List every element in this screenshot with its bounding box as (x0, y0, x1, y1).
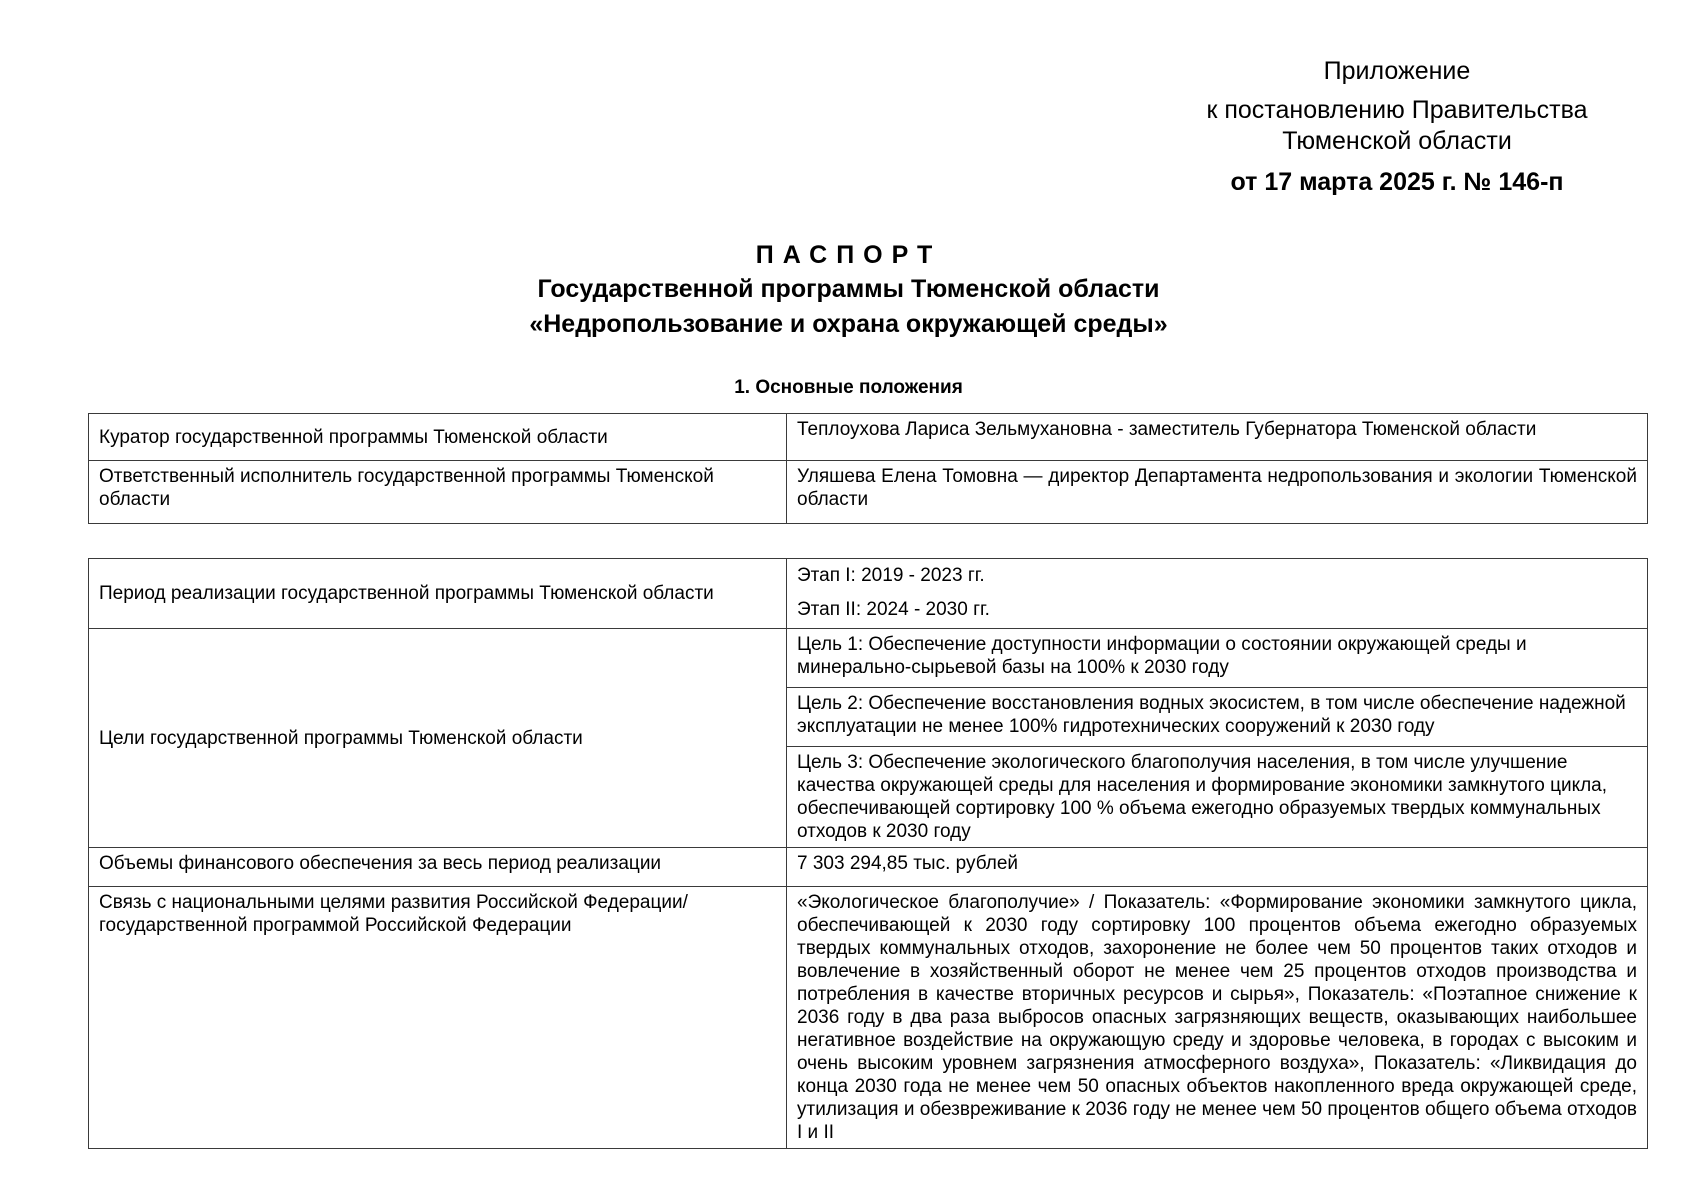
goal-2: Цель 2: Обеспечение восстановления водных экосистем, в том числе обеспечение надежной эксплуатации не менее 100% гидротехнических сооружений к 2030 году (787, 688, 1648, 747)
table-row (89, 559, 1648, 629)
table-row (89, 848, 1648, 887)
appendix-block (1187, 56, 1607, 198)
appendix-title: Приложение (1323, 57, 1471, 85)
program-title-line-2: «Недропользование и охрана окружающей среды» (529, 310, 1168, 338)
stage-1: Этап I: 2019 - 2023 гг. (797, 565, 985, 586)
goal-3: Цель 3: Обеспечение экологического благополучия населения, в том числе улучшение качества окружающей среды для населения и формирование экономики замкнутого цикла, обеспечивающей сортировку 100 % объема ежегодно образуемых твердых коммунальных отходов к 2030 году (787, 747, 1648, 848)
passport-title: ПАСПОРТ (755, 241, 942, 269)
national-goals-label: Связь с национальными целями развития Российской Федерации/ государственной программой Российской Федерации (89, 887, 787, 1149)
appendix-date: от 17 марта 2025 г. № 146-п (1230, 168, 1564, 196)
funding-value: 7 303 294,85 тыс. рублей (787, 848, 1648, 887)
national-goals-value: «Экологическое благополучие» / Показатель: «Формирование экономики замкнутого цикла, обеспечивающей к 2030 году сортировку 100 процентов объема ежегодно образуемых твердых коммунальных отходов, захоронение не более чем 50 процентов таких отходов и вовлечение в хозяйственный оборот не менее чем 25 процентов отходов производства и потребления в качестве вторичных ресурсов и сырья», Показатель: «Поэтапное снижение к 2036 году в два раза выбросов опасных загрязняющих веществ, оказывающих наибольшее негативное воздействие на окружающую среду и здоровье человека, в городах с высоким и очень высоким уровнем загрязнения атмосферного воздуха», Показатель: «Ликвидация до конца 2030 года не менее чем 50 опасных объектов накопленного вреда окружающей среде, утилизация и обезвреживание к 2036 году не менее чем 50 процентов общего объема отходов I и II (787, 887, 1648, 1149)
main-provisions-table (88, 413, 1648, 524)
funding-label: Объемы финансового обеспечения за весь период реализации (89, 848, 787, 887)
goal-1: Цель 1: Обеспечение доступности информации о состоянии окружающей среды и минерально-сырьевой базы на 100% к 2030 году (787, 629, 1648, 688)
curator-value: Теплоухова Лариса Зельмухановна - заместитель Губернатора Тюменской области (787, 414, 1648, 461)
table-row (89, 414, 1648, 461)
executor-value: Уляшева Елена Томовна — директор Департамента недропользования и экологии Тюменской области (787, 461, 1648, 524)
appendix-line-2: Тюменской области (1282, 127, 1512, 155)
table-row (89, 629, 1648, 688)
program-details-table (88, 558, 1648, 1149)
period-label: Период реализации государственной программы Тюменской области (89, 559, 787, 629)
curator-label: Куратор государственной программы Тюменской области (89, 414, 787, 461)
stage-2: Этап II: 2024 - 2030 гг. (797, 599, 990, 620)
goals-label: Цели государственной программы Тюменской области (89, 629, 787, 848)
executor-label: Ответственный исполнитель государственной программы Тюменской области (89, 461, 787, 524)
table-row (89, 461, 1648, 524)
section-title: 1. Основные положения (734, 377, 963, 398)
program-title-line-1: Государственной программы Тюменской области (537, 275, 1160, 303)
appendix-line-1: к постановлению Правительства (1206, 96, 1588, 124)
document-header (0, 238, 1697, 342)
table-row (89, 887, 1648, 1149)
period-value (787, 559, 1648, 629)
